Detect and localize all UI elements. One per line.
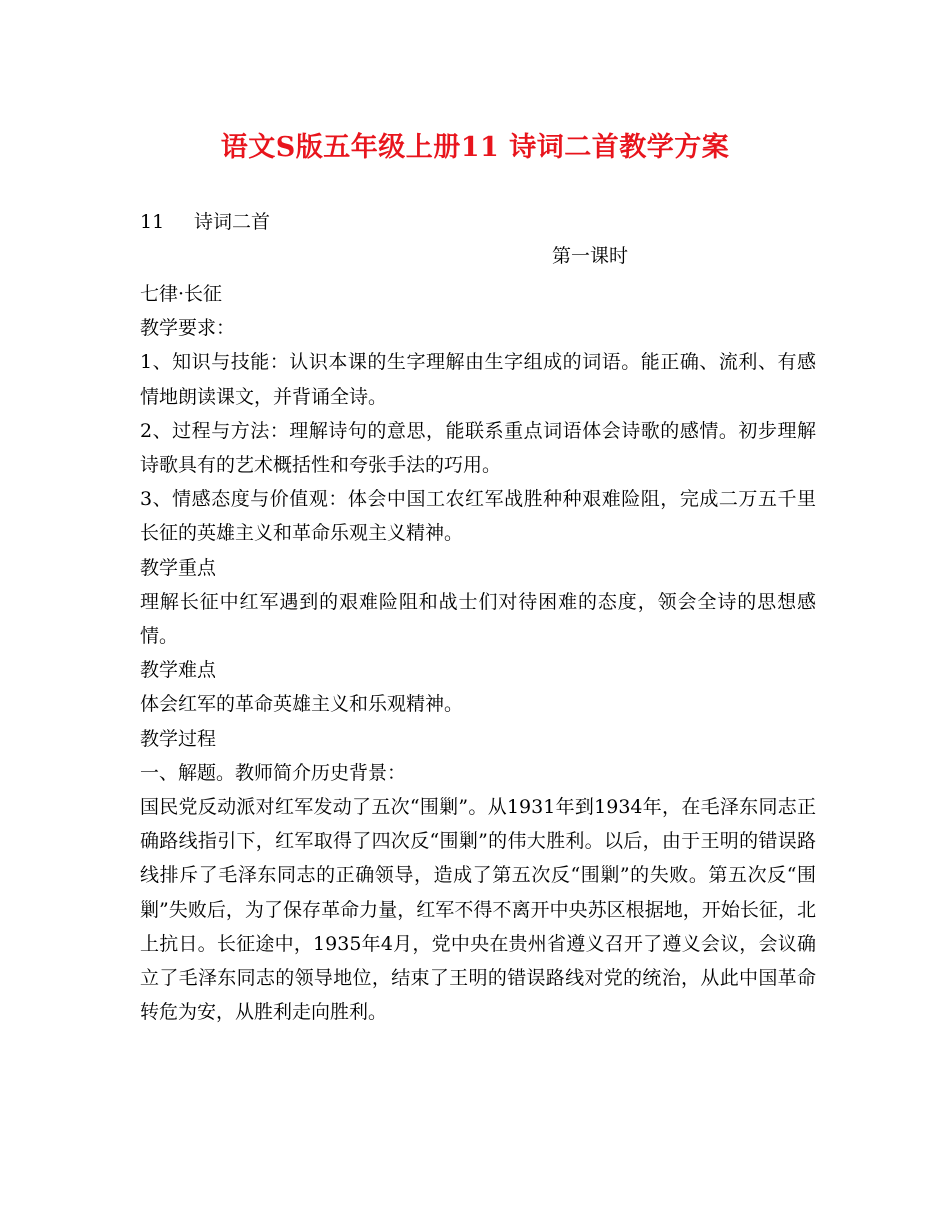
section-heading-difficulties: 教学难点 [140, 659, 217, 682]
section-heading-requirements: 教学要求： [140, 317, 236, 340]
document-title: 语文S版五年级上册11 诗词二首教学方案 [220, 132, 730, 163]
difficulties-text: 体会红军的革命英雄主义和乐观精神。 [140, 693, 464, 716]
key-points-text: 理解长征中红军遇到的艰难险阻和战士们对待困难的态度，领会全诗的思想感情。 [140, 590, 816, 648]
lesson-title: 诗词二首 [194, 211, 271, 233]
session-label: 第一课时 [552, 245, 629, 267]
step-heading-background: 一、解题。教师简介历史背景： [140, 761, 407, 784]
lesson-heading [140, 206, 270, 238]
background-paragraph: 国民党反动派对红军发动了五次“围剿”。从1931年到1934年，在毛泽东同志正确路线指引下，红军取得了四次反“围剿”的伟大胜利。以后，由于王明的错误路线排斥了毛泽东同志的正确领导，造成了第五次反“围剿”的失败。第五次反“围剿”失败后，为了保存革命力量，红军不得不离开中央苏区根据地，开始长征，北上抗日。长征途中，1935年4月，党中央在贵州省遵义召开了遵义会议，会议确立了毛泽东同志的领导地位，结束了王明的错误路线对党的统治，从此中国革命转危为安，从胜利走向胜利。 [140, 796, 816, 1024]
lesson-number: 11 [140, 211, 165, 233]
section-heading-key-points: 教学重点 [140, 556, 217, 579]
poem-title: 七律·长征 [140, 283, 223, 305]
requirement-emotion: 3、情感态度与价值观：体会中国工农红军战胜种种艰难险阻，完成二万五千里长征的英雄主义和革命乐观主义精神。 [140, 488, 816, 545]
requirement-process: 2、过程与方法：理解诗句的意思，能联系重点词语体会诗歌的感情。初步理解诗歌具有的艺术概括性和夸张手法的巧用。 [140, 419, 816, 477]
section-heading-process: 教学过程 [140, 727, 217, 750]
body-text [140, 277, 816, 1029]
requirement-knowledge: 1、知识与技能：认识本课的生字理解由生字组成的词语。能正确、流利、有感情地朗读课文，并背诵全诗。 [140, 351, 816, 408]
